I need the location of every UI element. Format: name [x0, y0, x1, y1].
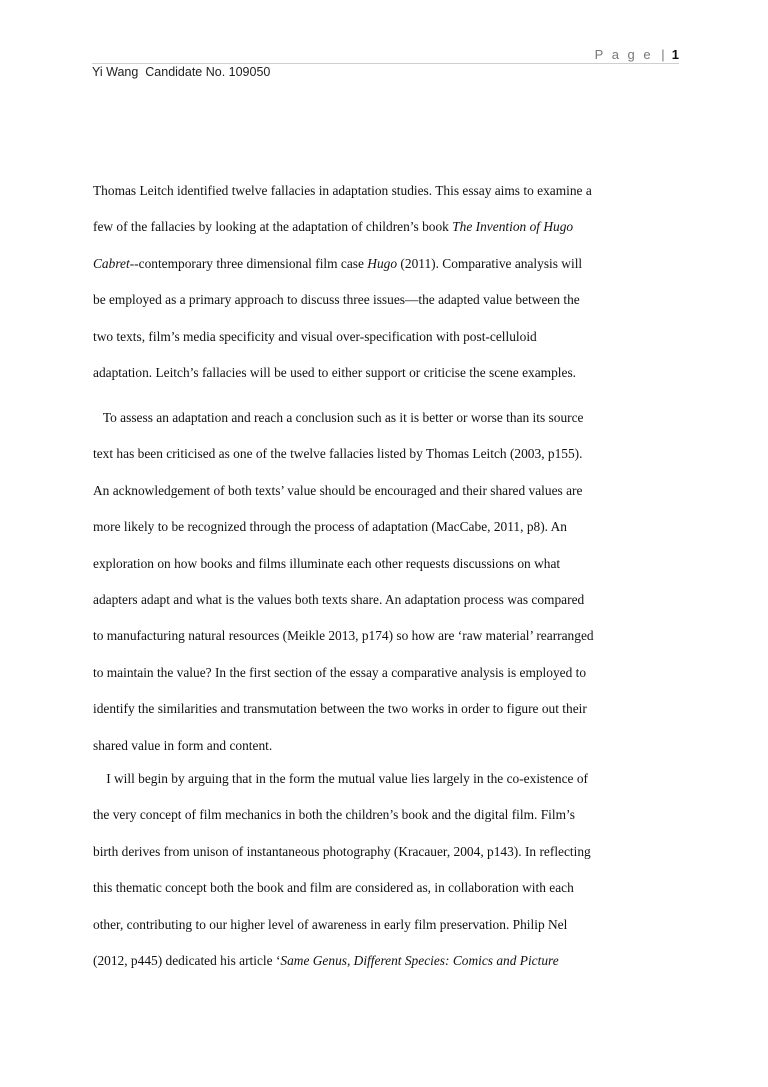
- text-line: identify the similarities and transmutation between the two works in order to figure out their: [93, 701, 587, 717]
- italic-title: Hugo: [367, 255, 398, 271]
- text-line: few of the fallacies by looking at the adaptation of children’s book The Invention of Hugo: [93, 219, 574, 235]
- page-number-value: 1: [671, 47, 679, 62]
- text-line: Thomas Leitch identified twelve fallacies in adaptation studies. This essay aims to examine a: [93, 183, 592, 198]
- paragraph: [93, 761, 693, 979]
- text-line: to maintain the value? In the first section of the essay a comparative analysis is employed to: [93, 664, 587, 680]
- text-line: I will begin by arguing that in the form the mutual value lies largely in the co-existence of: [106, 771, 588, 786]
- text-line: birth derives from unison of instantaneous photography (Kracauer, 2004, p143). In reflecting: [93, 843, 591, 859]
- text-line: be employed as a primary approach to discuss three issues—the adapted value between the: [93, 292, 580, 308]
- text-line: more likely to be recognized through the process of adaptation (MacCabe, 2011, p8). An: [93, 519, 567, 535]
- text-line: text has been criticised as one of the twelve fallacies listed by Thomas Leitch (2003, p155).: [93, 446, 583, 462]
- paragraph: [93, 173, 693, 391]
- text-line: An acknowledgement of both texts’ value should be encouraged and their shared values are: [93, 482, 583, 498]
- text-line: To assess an adaptation and reach a conclusion such as it is better or worse than its source: [102, 410, 584, 425]
- page-separator: |: [661, 47, 665, 62]
- text-line: Cabret--contemporary three dimensional film case Hugo (2011). Comparative analysis will: [93, 255, 583, 271]
- text-line: other, contributing to our higher level of awareness in early film preservation. Philip Nel: [93, 916, 568, 932]
- italic-title: Cabret: [93, 255, 130, 271]
- text-line: to manufacturing natural resources (Meikle 2013, p174) so how are ‘raw material’ rearranged: [93, 628, 594, 644]
- text-line: adaptation. Leitch’s fallacies will be used to either support or criticise the scene examples.: [93, 365, 577, 381]
- text-line: (2012, p445) dedicated his article ‘Same Genus, Different Species: Comics and Picture: [93, 953, 559, 969]
- text-line: adapters adapt and what is the values both texts share. An adaptation process was compared: [93, 592, 585, 608]
- text-line: shared value in form and content.: [93, 737, 273, 753]
- text-line: the very concept of film mechanics in both the children’s book and the digital film. Film’s: [93, 807, 575, 823]
- header-divider: [92, 63, 679, 64]
- paragraph: [93, 400, 693, 764]
- text-line: exploration on how books and films illuminate each other requests discussions on what: [93, 555, 561, 571]
- italic-title: Same Genus, Different Species: Comics and Picture: [280, 953, 559, 969]
- text-line: this thematic concept both the book and film are considered as, in collaboration with each: [93, 880, 574, 896]
- italic-title: The Invention of Hugo: [452, 219, 574, 235]
- page-label: P a g e: [594, 47, 654, 62]
- text-line: two texts, film’s media specificity and visual over-specification with post-celluloid: [93, 328, 537, 344]
- page-number: [595, 47, 679, 62]
- author-candidate-line: Yi Wang Candidate No. 109050: [92, 65, 271, 79]
